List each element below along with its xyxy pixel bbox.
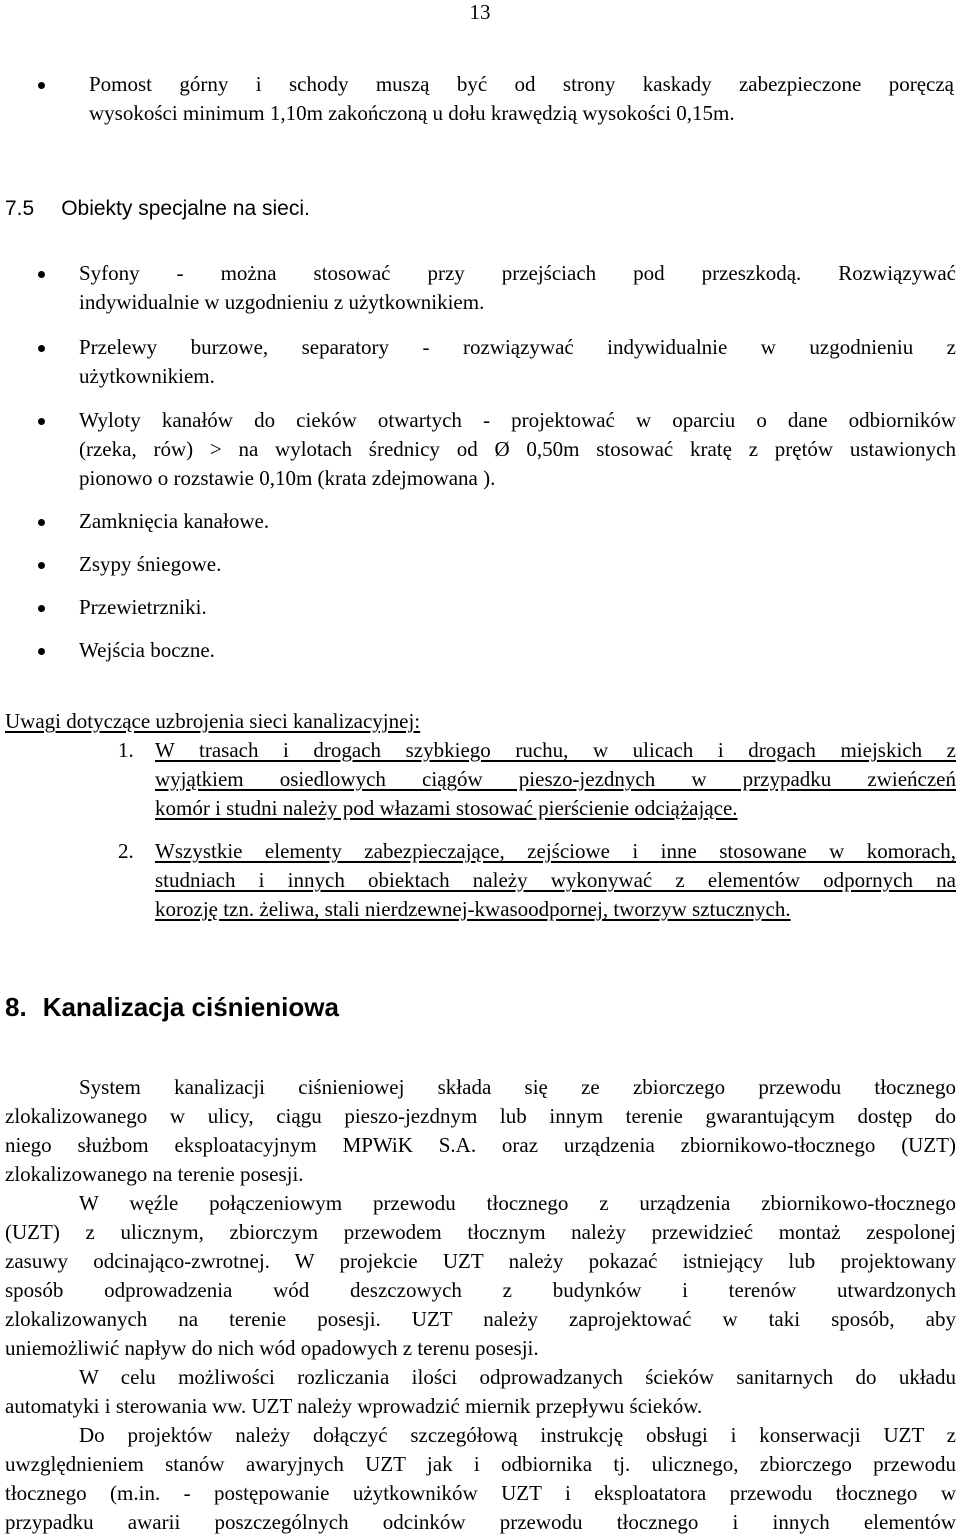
page-number: 13 [469,0,491,24]
section-number: 8. [5,992,27,1022]
list-item-przewietrzniki: Przewietrzniki. [79,595,207,619]
paragraph-2: W węźle połączeniowym przewodu tłocznego z urządzenia zbiornikowo-tłocznego (UZT) z ulicznym, zbiorczym przewodem tłocznym należy przewidzieć montaż zespolonej zasuwy odcinająco-zwrotnej. W projekcie UZT należy pokazać istniejący lub projektowany sposób odprowadzenia wód deszczowych z budynków i terenów utwardzonych zlokalizowanych na terenie posesji. UZT należy zaprojektować w taki sposób, aby uniemożliwić napływ do nich wód opadowych z terenu posesji. [5,1191,956,1360]
section-heading-7-5 [5,194,310,223]
remarks-item-2: Wszystkie elementy zabezpieczające, zejściowe i inne stosowane w komorach, studniach i innych obiektach należy wykonywać z elementów odpornych na korozję tzn. żeliwa, stali nierdzewnej-kwasoodpornej, tworzyw sztucznych. [155,839,956,921]
paragraph-1: System kanalizacji ciśnieniowej składa się ze zbiorczego przewodu tłocznego zlokalizowanego w ulicy, ciągu pieszo-jezdnym lub innym terenie gwarantującym dostęp do niego służbom eksploatacyjnym MPWiK S.A. oraz urządzenia zbiornikowo-tłocznego (UZT) zlokalizowanego na terenie posesji. [5,1075,956,1186]
section-title: Kanalizacja ciśnieniowa [42,992,339,1022]
list-item-zamkniecia: Zamknięcia kanałowe. [79,509,270,533]
list-item-wyloty: Wyloty kanałów do cieków otwartych - projektować w oparciu o dane odbiorników (rzeka, rów) > na wylotach średnicy od Ø 0,50m stosować kratę z prętów ustawionych pionowo o rozstawie 0,10m (krata zdejmowana ). [79,408,956,490]
bullet-icon [38,648,45,655]
bullet-icon [38,605,45,612]
section-number: 7.5 [5,197,35,220]
bullet-icon [38,562,45,569]
list-item-zsypy: Zsypy śniegowe. [79,552,222,576]
paragraph-3: W celu możliwości rozliczania ilości odprowadzanych ścieków sanitarnych do układu automatyki i sterowania ww. UZT należy wprowadzić miernik przepływu ścieków. [5,1365,956,1418]
remarks-item-number: 1. [118,738,134,762]
bullet-icon [38,345,45,352]
list-item-syfony: Syfony - można stosować przy przejściach pod przeszkodą. Rozwiązywać indywidualnie w uzgodnieniu z użytkownikiem. [79,261,956,314]
remarks-item-1: W trasach i drogach szybkiego ruchu, w ulicach i drogach miejskich z wyjątkiem osiedlowych ciągów pieszo-jezdnych w przypadku zwieńczeń komór i studni należy pod włazami stosować pierścienie odciążające. [155,738,956,820]
paragraph-4: Do projektów należy dołączyć szczegółową instrukcję obsługi i konserwacji UZT z uwzględnieniem stanów awaryjnych UZT jak i odbiornika tj. ulicznego, zbiorczego przewodu tłocznego (m.in. - postępowanie użytkowników UZT i eksploatatora przewodu tłocznego w przypadku awarii poszczególnych odcinków przewodu tłocznego i innych elementów [5,1423,956,1534]
intro-bullet-text: Pomost górny i schody muszą być od strony kaskady zabezpieczone poręczą wysokości minimum 1,10m zakończoną u dołu krawędzią wysokości 0,15m. [89,72,954,125]
list-item-wejscia: Wejścia boczne. [79,638,215,662]
remarks-item-number: 2. [118,839,134,863]
bullet-icon [38,271,45,278]
remarks-heading: Uwagi dotyczące uzbrojenia sieci kanalizacyjnej: [5,709,421,733]
section-title: Obiekty specjalne na sieci. [61,197,310,220]
section-heading-8 [5,989,339,1025]
bullet-icon [38,82,45,89]
list-item-przelewy: Przelewy burzowe, separatory - rozwiązywać indywidualnie w uzgodnieniu z użytkownikiem. [79,335,956,388]
bullet-icon [38,519,45,526]
bullet-icon [38,418,45,425]
